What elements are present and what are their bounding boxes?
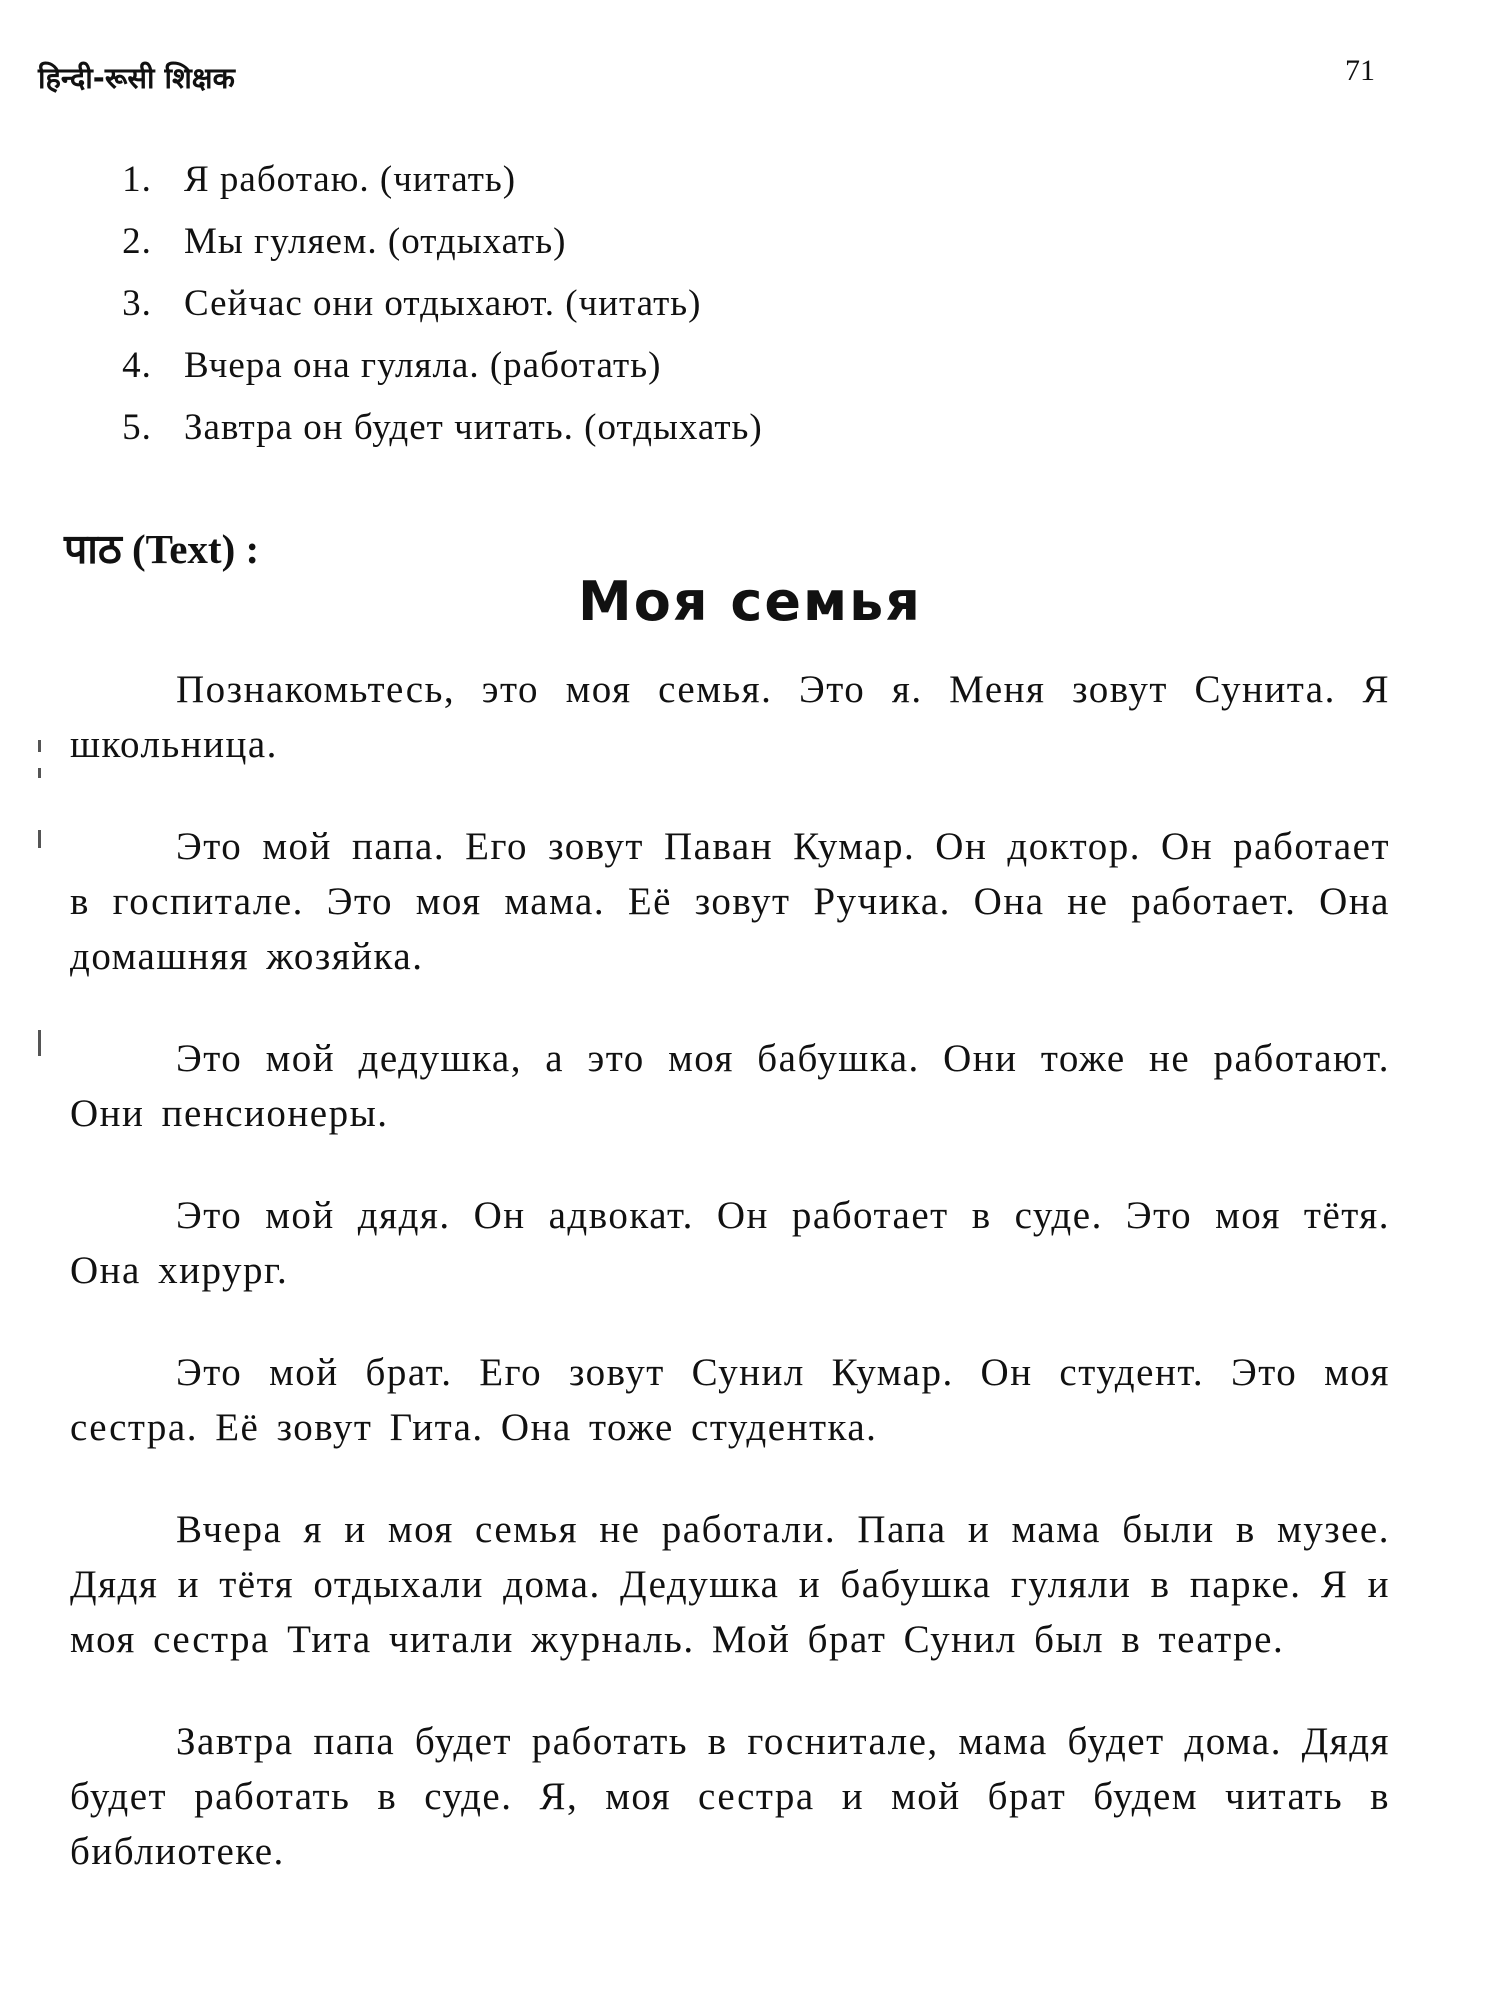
exercise-sentence: Сейчас они отдыхают. (читать) xyxy=(184,282,702,324)
section-label-hindi: पाठ xyxy=(64,525,122,573)
paragraph: Это мой дедушка, а это моя бабушка. Они тоже не работают. Они пенсионеры. xyxy=(70,1037,1390,1135)
exercise-item xyxy=(90,148,763,210)
exercise-number: 4. xyxy=(122,344,152,386)
exercise-item xyxy=(90,396,763,458)
exercise-item xyxy=(90,272,763,334)
exercise-number: 5. xyxy=(122,406,152,448)
paragraph: Это мой папа. Его зовут Паван Кумар. Он доктор. Он работает в госпитале. Это моя мама. Её зовут Ручика. Она не работает. Она домашняя жозяйка. xyxy=(70,825,1390,978)
scan-mark xyxy=(38,740,41,752)
section-label-english: (Text) : xyxy=(121,526,260,572)
exercise-list xyxy=(90,148,763,458)
scan-margin-marks xyxy=(38,740,44,1080)
exercise-sentence: Мы гуляем. (отдыхать) xyxy=(184,220,567,262)
scan-mark xyxy=(38,1030,41,1056)
paragraph: Это мой дядя. Он адвокат. Он работает в суде. Это моя тётя. Она хирург. xyxy=(70,1194,1390,1292)
exercise-number: 1. xyxy=(122,158,152,200)
paragraph: Познакомьтесь, это моя семья. Это я. Меня зовут Сунита. Я школьница. xyxy=(70,668,1390,766)
exercise-sentence: Вчера она гуляла. (работать) xyxy=(184,344,662,386)
section-label xyxy=(64,520,259,576)
paragraph: Вчера я и моя семья не работали. Папа и мама были в музее. Дядя и тётя отдыхали дома. Дедушка и бабушка гуляли в парке. Я и моя сестра Тита читали журналь. Мой брат Сунил был в театре. xyxy=(70,1508,1390,1661)
running-header: हिन्दी-रूसी शिक्षक xyxy=(38,61,235,95)
exercise-number: 2. xyxy=(122,220,152,262)
exercise-number: 3. xyxy=(122,282,152,324)
exercise-sentence: Я работаю. (читать) xyxy=(184,158,517,200)
exercise-item xyxy=(90,210,763,272)
paragraph: Это мой брат. Его зовут Сунил Кумар. Он студент. Это моя сестра. Её зовут Гита. Она тоже студентка. xyxy=(70,1351,1390,1449)
scan-mark xyxy=(38,768,41,778)
page-number: 71 xyxy=(1345,54,1375,87)
exercise-sentence: Завтра он будет читать. (отдыхать) xyxy=(184,406,763,448)
scan-mark xyxy=(38,830,41,848)
lesson-title: Моя семья xyxy=(578,570,922,633)
exercise-item xyxy=(90,334,763,396)
paragraph: Завтра папа будет работать в госнитале, мама будет дома. Дядя будет работать в суде. Я, моя сестра и мой брат будем читать в библиотеке. xyxy=(70,1720,1390,1873)
lesson-body xyxy=(70,662,1390,1926)
